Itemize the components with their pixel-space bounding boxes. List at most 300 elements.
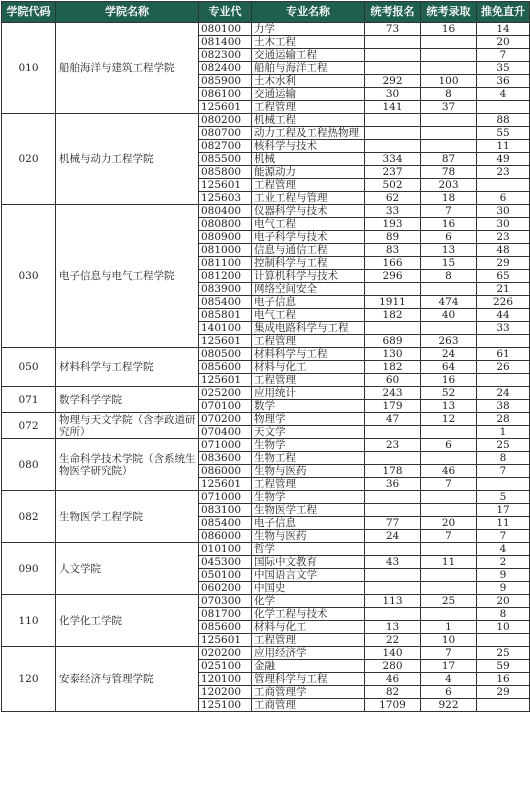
admitted-count: 8	[421, 88, 477, 101]
recommended-count: 23	[477, 166, 530, 179]
major-name: 工商管理学	[252, 686, 365, 699]
major-code: 083100	[199, 504, 252, 517]
recommended-count: 20	[477, 595, 530, 608]
major-code: 071000	[199, 439, 252, 452]
recommended-count: 14	[477, 23, 530, 36]
college-code: 010	[2, 23, 56, 114]
major-code: 085400	[199, 296, 252, 309]
recommended-count: 20	[477, 36, 530, 49]
applied-count	[365, 114, 421, 127]
major-code: 125603	[199, 192, 252, 205]
major-code: 085400	[199, 517, 252, 530]
table-row	[2, 348, 530, 361]
admitted-count: 1	[421, 621, 477, 634]
major-name: 信息与通信工程	[252, 244, 365, 257]
applied-count: 334	[365, 153, 421, 166]
major-code: 085600	[199, 621, 252, 634]
admitted-count	[421, 127, 477, 140]
admitted-count: 52	[421, 387, 477, 400]
applied-count: 502	[365, 179, 421, 192]
major-code: 070300	[199, 595, 252, 608]
applied-count: 60	[365, 374, 421, 387]
admitted-count: 13	[421, 400, 477, 413]
applied-count: 182	[365, 361, 421, 374]
major-code: 081100	[199, 257, 252, 270]
major-code: 025100	[199, 660, 252, 673]
major-code: 125601	[199, 101, 252, 114]
recommended-count: 36	[477, 75, 530, 88]
applied-count	[365, 49, 421, 62]
admitted-count: 8	[421, 270, 477, 283]
major-code: 050100	[199, 569, 252, 582]
major-code: 085500	[199, 153, 252, 166]
major-name: 中国史	[252, 582, 365, 595]
college-name: 数学科学学院	[56, 387, 199, 413]
header-row	[2, 2, 530, 23]
recommended-count	[477, 335, 530, 348]
major-name: 工程管理	[252, 374, 365, 387]
major-name: 中国语言文学	[252, 569, 365, 582]
major-name: 工程管理	[252, 101, 365, 114]
major-name: 化学工程与技术	[252, 608, 365, 621]
college-code: 090	[2, 543, 56, 595]
applied-count: 292	[365, 75, 421, 88]
major-code: 125601	[199, 179, 252, 192]
college-name: 人文学院	[56, 543, 199, 595]
recommended-count: 29	[477, 257, 530, 270]
major-name: 管理科学与工程	[252, 673, 365, 686]
major-code: 081200	[199, 270, 252, 283]
major-code: 083900	[199, 283, 252, 296]
recommended-count: 21	[477, 283, 530, 296]
applied-count: 83	[365, 244, 421, 257]
major-name: 工程管理	[252, 335, 365, 348]
recommended-count: 17	[477, 504, 530, 517]
admitted-count	[421, 504, 477, 517]
major-name: 生物医学工程	[252, 504, 365, 517]
recommended-count	[477, 699, 530, 712]
recommended-count: 4	[477, 88, 530, 101]
admitted-count: 15	[421, 257, 477, 270]
major-code: 080700	[199, 127, 252, 140]
major-name: 土木水利	[252, 75, 365, 88]
admitted-count	[421, 283, 477, 296]
major-code: 081400	[199, 36, 252, 49]
college-name: 物理与天文学院（含李政道研究所）	[56, 413, 199, 439]
applied-count	[365, 452, 421, 465]
recommended-count: 8	[477, 452, 530, 465]
college-code: 080	[2, 439, 56, 491]
recommended-count: 38	[477, 400, 530, 413]
major-code: 070200	[199, 413, 252, 426]
major-name: 船舶与海洋工程	[252, 62, 365, 75]
major-name: 工业工程与管理	[252, 192, 365, 205]
major-name: 交通运输	[252, 88, 365, 101]
major-code: 080900	[199, 231, 252, 244]
major-name: 电子信息	[252, 296, 365, 309]
applied-count	[365, 608, 421, 621]
major-code: 080500	[199, 348, 252, 361]
major-name: 物理学	[252, 413, 365, 426]
major-name: 土木工程	[252, 36, 365, 49]
admitted-count: 11	[421, 556, 477, 569]
recommended-count: 30	[477, 218, 530, 231]
major-code: 083600	[199, 452, 252, 465]
applied-count: 141	[365, 101, 421, 114]
admitted-count: 7	[421, 647, 477, 660]
applied-count: 243	[365, 387, 421, 400]
admitted-count: 12	[421, 413, 477, 426]
major-name: 生物与医药	[252, 465, 365, 478]
applied-count	[365, 140, 421, 153]
admitted-count: 474	[421, 296, 477, 309]
major-name: 天文学	[252, 426, 365, 439]
major-name: 材料与化工	[252, 621, 365, 634]
table-row	[2, 114, 530, 127]
admitted-count: 16	[421, 218, 477, 231]
major-name: 生物与医药	[252, 530, 365, 543]
applied-count	[365, 582, 421, 595]
major-code: 070400	[199, 426, 252, 439]
major-name: 控制科学与工程	[252, 257, 365, 270]
admitted-count: 203	[421, 179, 477, 192]
major-code: 085801	[199, 309, 252, 322]
table-row	[2, 543, 530, 556]
applied-count	[365, 62, 421, 75]
recommended-count: 8	[477, 608, 530, 621]
major-code: 140100	[199, 322, 252, 335]
admitted-count: 7	[421, 530, 477, 543]
major-code: 045300	[199, 556, 252, 569]
admitted-count	[421, 114, 477, 127]
major-name: 生物学	[252, 439, 365, 452]
major-name: 能源动力	[252, 166, 365, 179]
major-code: 125601	[199, 374, 252, 387]
admitted-count: 20	[421, 517, 477, 530]
admitted-count	[421, 582, 477, 595]
applied-count	[365, 569, 421, 582]
major-name: 电气工程	[252, 309, 365, 322]
admitted-count	[421, 452, 477, 465]
recommended-count: 16	[477, 673, 530, 686]
admitted-count: 263	[421, 335, 477, 348]
admitted-count: 24	[421, 348, 477, 361]
recommended-count: 26	[477, 361, 530, 374]
recommended-count: 28	[477, 413, 530, 426]
major-code: 085600	[199, 361, 252, 374]
college-code: 071	[2, 387, 56, 413]
header-college-name: 学院名称	[56, 2, 199, 23]
recommended-count	[477, 634, 530, 647]
recommended-count: 30	[477, 205, 530, 218]
applied-count	[365, 127, 421, 140]
admitted-count	[421, 608, 477, 621]
major-name: 材料科学与工程	[252, 348, 365, 361]
major-name: 交通运输工程	[252, 49, 365, 62]
major-code: 125601	[199, 634, 252, 647]
admitted-count: 922	[421, 699, 477, 712]
recommended-count: 7	[477, 49, 530, 62]
recommended-count: 29	[477, 686, 530, 699]
applied-count	[365, 283, 421, 296]
recommended-count: 5	[477, 491, 530, 504]
college-name: 电子信息与电气工程学院	[56, 205, 199, 348]
table-row	[2, 23, 530, 36]
applied-count: 43	[365, 556, 421, 569]
recommended-count: 11	[477, 517, 530, 530]
recommended-count	[477, 374, 530, 387]
major-name: 金融	[252, 660, 365, 673]
major-code: 070100	[199, 400, 252, 413]
recommended-count: 25	[477, 647, 530, 660]
recommended-count	[477, 101, 530, 114]
applied-count: 179	[365, 400, 421, 413]
college-name: 安泰经济与管理学院	[56, 647, 199, 712]
major-name: 化学	[252, 595, 365, 608]
major-code: 085800	[199, 166, 252, 179]
college-name: 生物医学工程学院	[56, 491, 199, 543]
college-code: 120	[2, 647, 56, 712]
major-name: 电子科学与技术	[252, 231, 365, 244]
table-body	[2, 23, 530, 712]
college-code: 050	[2, 348, 56, 387]
applied-count: 62	[365, 192, 421, 205]
major-code: 082700	[199, 140, 252, 153]
applied-count: 130	[365, 348, 421, 361]
major-name: 数学	[252, 400, 365, 413]
table-row	[2, 595, 530, 608]
major-code: 010100	[199, 543, 252, 556]
major-name: 机械工程	[252, 114, 365, 127]
applied-count: 140	[365, 647, 421, 660]
admitted-count	[421, 140, 477, 153]
recommended-count: 65	[477, 270, 530, 283]
major-code: 081700	[199, 608, 252, 621]
applied-count	[365, 504, 421, 517]
admitted-count: 6	[421, 439, 477, 452]
college-name: 生命科学技术学院（含系统生物医学研究院）	[56, 439, 199, 491]
recommended-count: 24	[477, 387, 530, 400]
admitted-count: 100	[421, 75, 477, 88]
applied-count: 193	[365, 218, 421, 231]
applied-count: 237	[365, 166, 421, 179]
applied-count: 166	[365, 257, 421, 270]
applied-count: 182	[365, 309, 421, 322]
major-name: 仪器科学与技术	[252, 205, 365, 218]
admitted-count: 64	[421, 361, 477, 374]
applied-count	[365, 491, 421, 504]
recommended-count: 49	[477, 153, 530, 166]
applied-count: 33	[365, 205, 421, 218]
major-code: 125601	[199, 478, 252, 491]
major-name: 网络空间安全	[252, 283, 365, 296]
major-code: 081000	[199, 244, 252, 257]
recommended-count: 10	[477, 621, 530, 634]
applied-count: 73	[365, 23, 421, 36]
college-code: 030	[2, 205, 56, 348]
major-name: 工程管理	[252, 634, 365, 647]
admitted-count	[421, 62, 477, 75]
applied-count: 47	[365, 413, 421, 426]
major-code: 085900	[199, 75, 252, 88]
table-row	[2, 491, 530, 504]
major-name: 生物学	[252, 491, 365, 504]
applied-count: 77	[365, 517, 421, 530]
recommended-count: 9	[477, 582, 530, 595]
recommended-count: 11	[477, 140, 530, 153]
major-code: 080200	[199, 114, 252, 127]
major-code: 080100	[199, 23, 252, 36]
table-row	[2, 387, 530, 400]
admitted-count	[421, 36, 477, 49]
admitted-count	[421, 49, 477, 62]
admitted-count	[421, 426, 477, 439]
recommended-count: 48	[477, 244, 530, 257]
major-name: 集成电路科学与工程	[252, 322, 365, 335]
applied-count: 46	[365, 673, 421, 686]
recommended-count: 7	[477, 530, 530, 543]
major-code: 020200	[199, 647, 252, 660]
recommended-count: 33	[477, 322, 530, 335]
major-code: 080800	[199, 218, 252, 231]
admitted-count: 78	[421, 166, 477, 179]
major-name: 动力工程及工程热物理	[252, 127, 365, 140]
applied-count: 296	[365, 270, 421, 283]
recommended-count: 23	[477, 231, 530, 244]
admitted-count: 40	[421, 309, 477, 322]
admitted-count: 10	[421, 634, 477, 647]
admitted-count: 16	[421, 23, 477, 36]
admitted-count: 6	[421, 686, 477, 699]
major-code: 080400	[199, 205, 252, 218]
college-name: 化学化工学院	[56, 595, 199, 647]
applied-count: 1709	[365, 699, 421, 712]
major-code: 125100	[199, 699, 252, 712]
college-name: 材料科学与工程学院	[56, 348, 199, 387]
header-applied: 统考报名	[365, 2, 421, 23]
applied-count: 30	[365, 88, 421, 101]
major-name: 应用经济学	[252, 647, 365, 660]
major-code: 025200	[199, 387, 252, 400]
recommended-count	[477, 478, 530, 491]
major-name: 材料与化工	[252, 361, 365, 374]
recommended-count: 88	[477, 114, 530, 127]
admission-table	[1, 1, 530, 712]
applied-count: 36	[365, 478, 421, 491]
admitted-count	[421, 543, 477, 556]
applied-count: 113	[365, 595, 421, 608]
applied-count: 178	[365, 465, 421, 478]
admitted-count: 18	[421, 192, 477, 205]
table-row	[2, 647, 530, 660]
recommended-count: 55	[477, 127, 530, 140]
applied-count: 1911	[365, 296, 421, 309]
recommended-count	[477, 179, 530, 192]
major-name: 哲学	[252, 543, 365, 556]
major-name: 计算机科学与技术	[252, 270, 365, 283]
applied-count: 280	[365, 660, 421, 673]
header-major-name: 专业名称	[252, 2, 365, 23]
applied-count	[365, 322, 421, 335]
college-name: 船舶海洋与建筑工程学院	[56, 23, 199, 114]
admitted-count: 25	[421, 595, 477, 608]
admitted-count: 6	[421, 231, 477, 244]
recommended-count: 9	[477, 569, 530, 582]
table-row	[2, 413, 530, 426]
major-name: 工程管理	[252, 478, 365, 491]
major-name: 电子信息	[252, 517, 365, 530]
admitted-count: 7	[421, 205, 477, 218]
admitted-count: 37	[421, 101, 477, 114]
recommended-count: 1	[477, 426, 530, 439]
major-code: 060200	[199, 582, 252, 595]
recommended-count: 61	[477, 348, 530, 361]
recommended-count: 2	[477, 556, 530, 569]
major-name: 核科学与技术	[252, 140, 365, 153]
recommended-count: 6	[477, 192, 530, 205]
applied-count	[365, 36, 421, 49]
major-code: 086000	[199, 465, 252, 478]
major-name: 电气工程	[252, 218, 365, 231]
applied-count	[365, 426, 421, 439]
college-code: 072	[2, 413, 56, 439]
recommended-count: 59	[477, 660, 530, 673]
admitted-count: 87	[421, 153, 477, 166]
major-code: 125601	[199, 335, 252, 348]
header-major-code: 专业代	[199, 2, 252, 23]
header-college-code: 学院代码	[2, 2, 56, 23]
major-name: 力学	[252, 23, 365, 36]
admitted-count: 46	[421, 465, 477, 478]
admitted-count	[421, 322, 477, 335]
admitted-count: 17	[421, 660, 477, 673]
applied-count: 689	[365, 335, 421, 348]
major-name: 国际中文教育	[252, 556, 365, 569]
major-name: 工商管理	[252, 699, 365, 712]
header-recommended: 推免直升	[477, 2, 530, 23]
admitted-count: 4	[421, 673, 477, 686]
admitted-count: 7	[421, 478, 477, 491]
admitted-count	[421, 569, 477, 582]
applied-count: 13	[365, 621, 421, 634]
applied-count: 23	[365, 439, 421, 452]
table-row	[2, 205, 530, 218]
recommended-count: 7	[477, 465, 530, 478]
major-code: 120200	[199, 686, 252, 699]
major-code: 086000	[199, 530, 252, 543]
applied-count: 82	[365, 686, 421, 699]
college-code: 110	[2, 595, 56, 647]
major-code: 071000	[199, 491, 252, 504]
recommended-count: 25	[477, 439, 530, 452]
applied-count: 22	[365, 634, 421, 647]
recommended-count: 226	[477, 296, 530, 309]
major-code: 082400	[199, 62, 252, 75]
admitted-count: 16	[421, 374, 477, 387]
major-name: 应用统计	[252, 387, 365, 400]
major-name: 工程管理	[252, 179, 365, 192]
college-code: 082	[2, 491, 56, 543]
applied-count	[365, 543, 421, 556]
table-row	[2, 439, 530, 452]
major-code: 120100	[199, 673, 252, 686]
header-admitted: 统考录取	[421, 2, 477, 23]
admitted-count: 13	[421, 244, 477, 257]
applied-count: 24	[365, 530, 421, 543]
recommended-count: 35	[477, 62, 530, 75]
college-code: 020	[2, 114, 56, 205]
major-code: 086100	[199, 88, 252, 101]
